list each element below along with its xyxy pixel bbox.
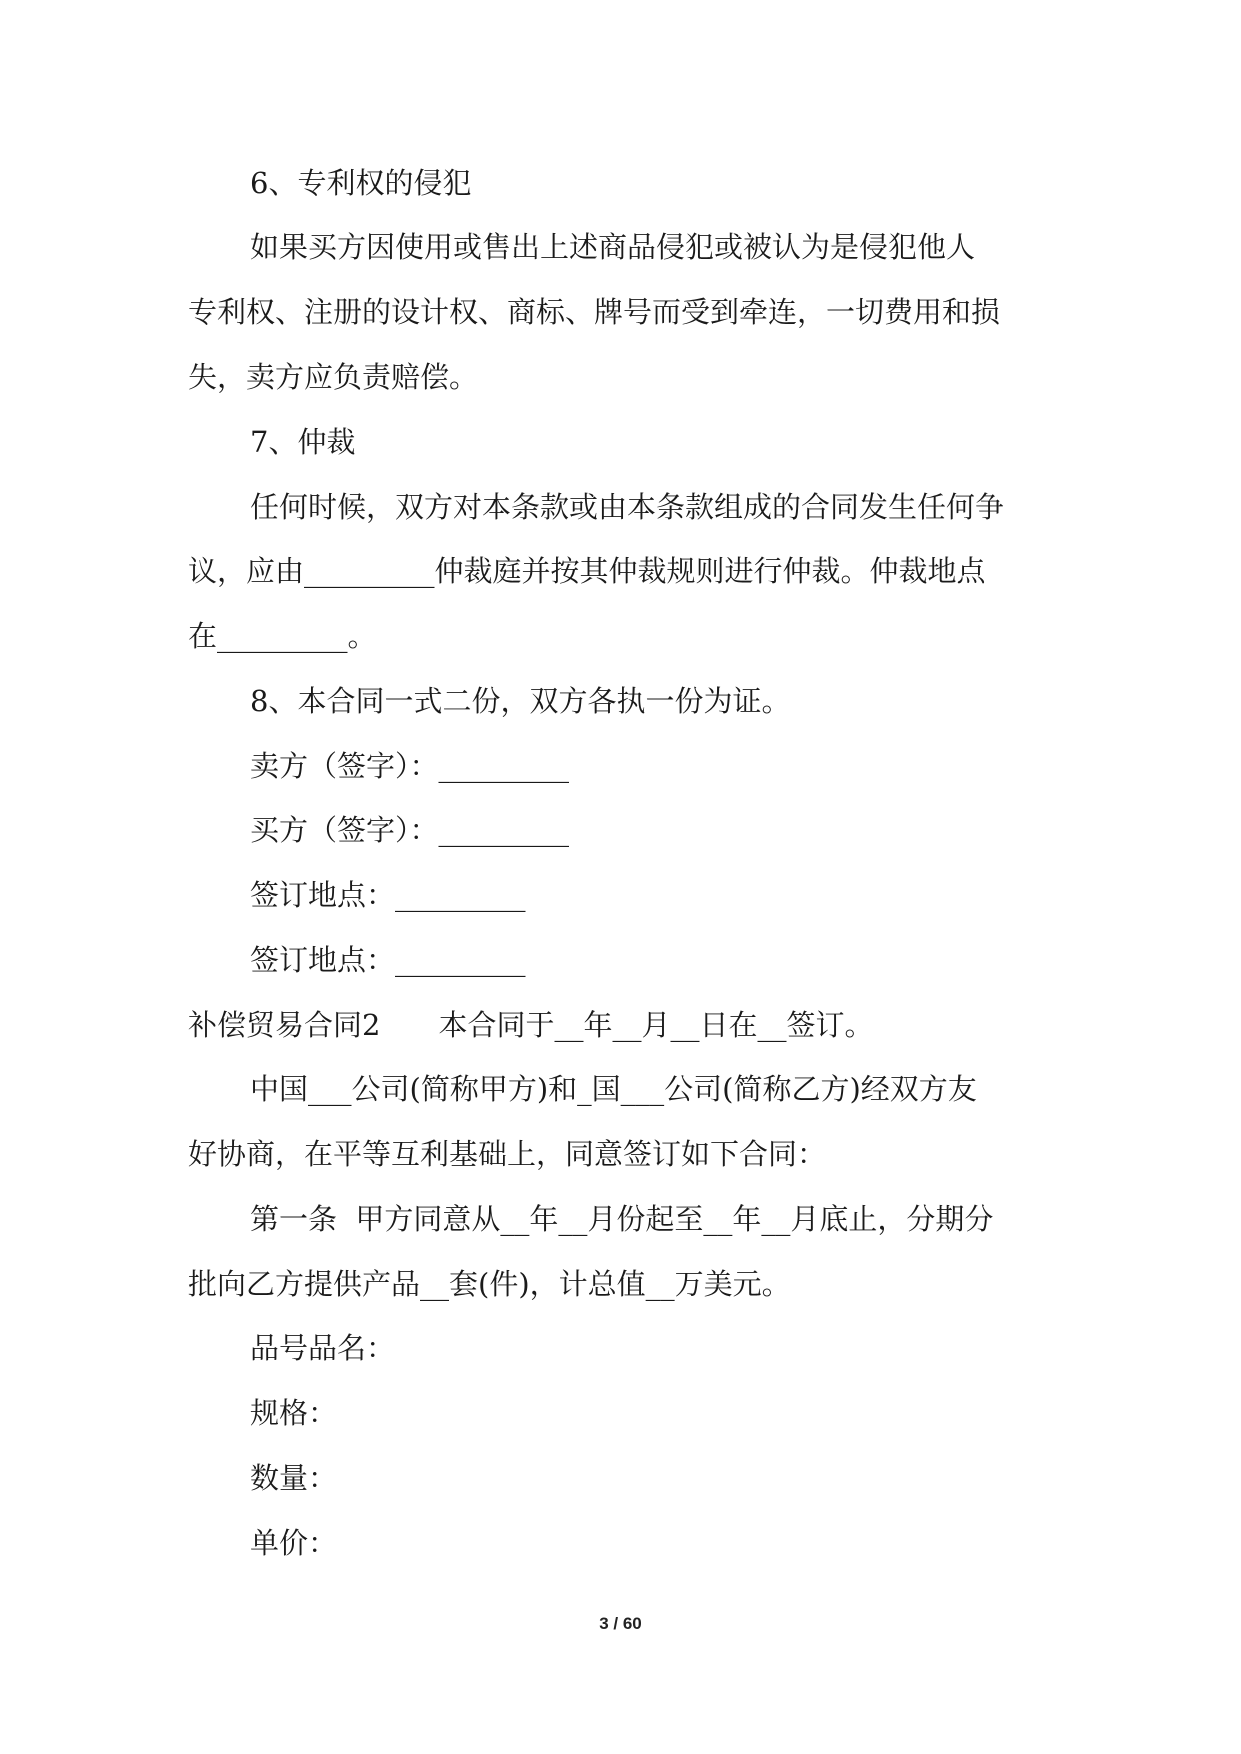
seller-signature-line: 卖方（签字）：_________ xyxy=(250,749,570,783)
clause-7-text-line-3: 在_________。 xyxy=(188,619,377,653)
page-number: 3 / 60 xyxy=(599,1614,642,1633)
clause-6-text-line-2: 专利权、注册的设计权、商标、牌号而受到牵连，一切费用和损 xyxy=(188,295,1001,329)
contract-2-title-line: 补偿贸易合同2 本合同于__年__月__日在__签订。 xyxy=(188,1008,874,1042)
clause-8-text: 8、本合同一式二份，双方各执一份为证。 xyxy=(250,684,791,718)
buyer-signature-line: 买方（签字）：_________ xyxy=(250,813,570,847)
article-1-line-1: 第一条 甲方同意从__年__月份起至__年__月底止，分期分 xyxy=(250,1202,994,1236)
clause-7-text-line-2: 议，应由_________仲裁庭并按其仲裁规则进行仲裁。仲裁地点 xyxy=(188,554,986,588)
clause-6-heading: 6、专利权的侵犯 xyxy=(250,166,472,200)
contract-2-intro-line-1: 中国___公司(简称甲方)和_国___公司(简称乙方)经双方友 xyxy=(250,1072,977,1106)
clause-7-text-line-1: 任何时候，双方对本条款或由本条款组成的合同发生任何争 xyxy=(250,490,1005,524)
article-1-line-2: 批向乙方提供产品__套(件)，计总值__万美元。 xyxy=(188,1267,791,1301)
product-name-field: 品号品名： xyxy=(250,1331,396,1365)
clause-6-text-line-3: 失，卖方应负责赔偿。 xyxy=(188,360,479,394)
contract-2-intro-line-2: 好协商，在平等互利基础上，同意签订如下合同： xyxy=(188,1137,827,1171)
clause-7-heading: 7、仲裁 xyxy=(250,425,356,459)
unit-price-field: 单价： xyxy=(250,1526,338,1560)
specification-field: 规格： xyxy=(250,1396,338,1430)
clause-6-text-line-1: 如果买方因使用或售出上述商品侵犯或被认为是侵犯他人 xyxy=(250,230,976,264)
quantity-field: 数量： xyxy=(250,1461,338,1495)
signing-place-line-2: 签订地点：_________ xyxy=(250,943,526,977)
signing-place-line-1: 签订地点：_________ xyxy=(250,878,526,912)
